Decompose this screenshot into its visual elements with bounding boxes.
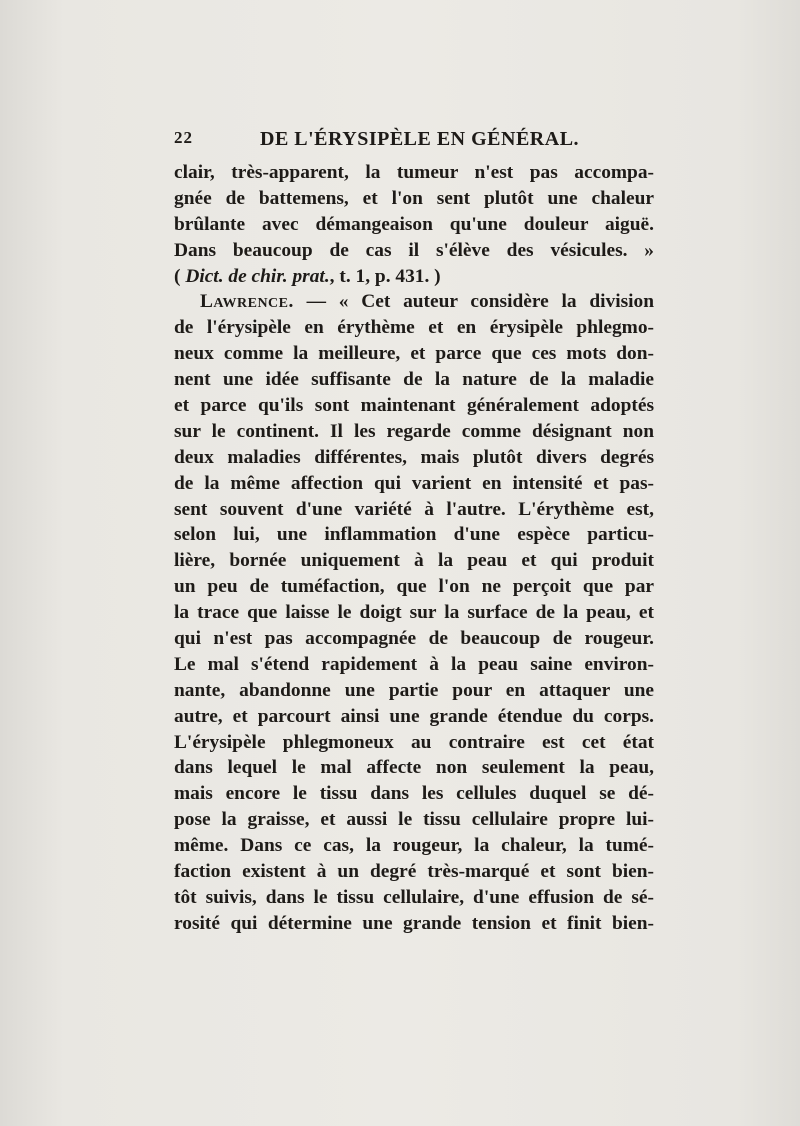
text-line: gnée de battemens, et l'on sent plutôt une chaleur [174, 187, 654, 209]
text-line: dans lequel le mal affecte non seulement la peau, [174, 757, 654, 779]
text-line: tôt suivis, dans le tissu cellulaire, d'une effusion de sé- [174, 886, 654, 908]
text-line: pose la graisse, et aussi le tissu cellulaire propre lui- [174, 809, 654, 831]
text-line: neux comme la meilleure, et parce que ces mots don- [174, 343, 654, 365]
text-line: nent une idée suffisante de la nature de la maladie [174, 369, 654, 391]
text-line: sent souvent d'une variété à l'autre. L'érythème est, [174, 498, 654, 520]
citation-title: Dict. de chir. prat. [185, 265, 330, 287]
text-line: faction existent à un degré très-marqué et sont bien- [174, 861, 654, 883]
text-line: de la même affection qui varient en intensité et pas- [174, 472, 654, 494]
text-line: de l'érysipèle en érythème et en érysipèle phlegmo- [174, 317, 654, 339]
running-title: DE L'ÉRYSIPÈLE EN GÉNÉRAL. [260, 128, 580, 150]
text-line: mais encore le tissu dans les cellules duquel se dé- [174, 783, 654, 805]
text-line: lière, bornée uniquement à la peau et qui produit [174, 550, 654, 572]
citation-line [174, 264, 654, 290]
body-text [174, 160, 654, 937]
text-line: clair, très-apparent, la tumeur n'est pas accompa- [174, 162, 654, 183]
citation-rest: , t. 1, p. 431. ) [329, 265, 441, 287]
text-line: autre, et parcourt ainsi une grande étendue du corps. [174, 705, 654, 727]
author-name: Lawrence. [200, 291, 294, 313]
text-line: L'érysipèle phlegmoneux au contraire est cet état [174, 731, 654, 753]
text-line: et parce qu'ils sont maintenant généralement adoptés [174, 395, 654, 417]
text-line: rosité qui détermine une grande tension et finit bien- [174, 912, 654, 934]
paragraph-start-line [174, 289, 654, 315]
text-line: même. Dans ce cas, la rougeur, la chaleur, la tumé- [174, 835, 654, 857]
text-line: deux maladies différentes, mais plutôt divers degrés [174, 446, 654, 468]
text-line: sur le continent. Il les regarde comme désignant non [174, 420, 654, 442]
text-line: selon lui, une inflammation d'une espèce particu- [174, 524, 654, 546]
text-line: la trace que laisse le doigt sur la surface de la peau, et [174, 602, 654, 624]
text-line: Le mal s'étend rapidement à la peau saine environ- [174, 653, 654, 675]
page-number: 22 [174, 128, 193, 147]
text-line: qui n'est pas accompagnée de beaucoup de rougeur. [174, 628, 654, 650]
text-line: Dans beaucoup de cas il s'élève des vésicules. » [174, 239, 654, 261]
paragraph-start-text: — « Cet auteur considère la division [293, 291, 654, 313]
citation-open: ( [174, 265, 186, 287]
text-line: nante, abandonne une partie pour en attaquer une [174, 679, 654, 701]
text-line: un peu de tuméfaction, que l'on ne perçoit que par [174, 576, 654, 598]
text-line: brûlante avec démangeaison qu'une douleur aiguë. [174, 213, 654, 235]
page-header [174, 128, 654, 158]
